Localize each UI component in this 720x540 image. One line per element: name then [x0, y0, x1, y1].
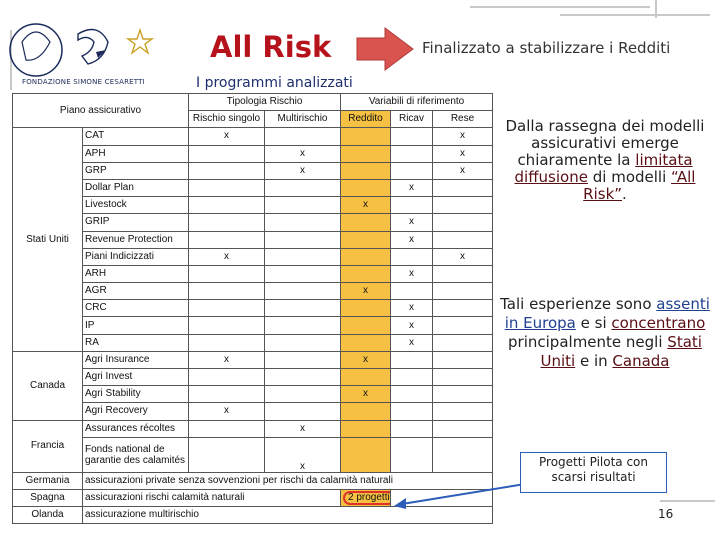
- country-cell: Olanda: [13, 507, 83, 524]
- plan-name: Agri Insurance: [83, 351, 189, 368]
- plan-name: CAT: [83, 128, 189, 145]
- plan-name: GRP: [83, 162, 189, 179]
- cell-income: x: [341, 197, 391, 214]
- cell-yield: [433, 179, 493, 196]
- cell-yield: [433, 334, 493, 351]
- page-subtitle: Finalizzato a stabilizzare i Redditi: [422, 39, 671, 57]
- table-row: [13, 265, 493, 282]
- cell-revenue: x: [391, 317, 433, 334]
- cell-single-risk: [189, 231, 265, 248]
- cell-income: [341, 437, 391, 472]
- cell-revenue: [391, 162, 433, 179]
- cell-yield: x: [433, 162, 493, 179]
- cell-income: [341, 179, 391, 196]
- cell-single-risk: [189, 179, 265, 196]
- plan-name: Piani Indicizzati: [83, 248, 189, 265]
- note-highlight: Stati Uniti: [540, 333, 702, 370]
- cell-single-risk: x: [189, 351, 265, 368]
- page-title: All Risk: [210, 30, 332, 64]
- cell-yield: [433, 283, 493, 300]
- cell-revenue: x: [391, 334, 433, 351]
- note-text: Dalla rassegna dei modelli assicurativi emerge chiaramente la: [505, 117, 705, 169]
- cell-revenue: x: [391, 179, 433, 196]
- plan-name: Agri Invest: [83, 369, 189, 386]
- cell-yield: [433, 214, 493, 231]
- cell-single-risk: [189, 420, 265, 437]
- cell-income: [341, 420, 391, 437]
- table-row: [13, 248, 493, 265]
- cell-multi-risk: [265, 128, 341, 145]
- note-text: e in: [579, 352, 608, 370]
- pilot-projects-cell: [341, 489, 391, 506]
- decor-line: [560, 14, 710, 16]
- cell-multi-risk: [265, 197, 341, 214]
- cell-yield: x: [433, 248, 493, 265]
- cell-income: [341, 248, 391, 265]
- cell-yield: [433, 403, 493, 420]
- note-text: principalmente negli: [508, 333, 663, 351]
- plan-name: ARH: [83, 265, 189, 282]
- page-number: 16: [658, 507, 674, 521]
- header-multi-risk: Multirischio: [265, 111, 341, 128]
- cell-revenue: [391, 197, 433, 214]
- note-highlight: Canada: [612, 352, 670, 370]
- cell-income: [341, 145, 391, 162]
- cell-revenue: [391, 351, 433, 368]
- country-france: Francia: [13, 420, 83, 472]
- wide-row-text: assicurazioni rischi calamità naturali: [83, 489, 341, 506]
- cell-multi-risk: [265, 283, 341, 300]
- table-row: [13, 317, 493, 334]
- cell-multi-risk: [265, 179, 341, 196]
- cell-multi-risk: [265, 214, 341, 231]
- table-row: [13, 145, 493, 162]
- plan-name: CRC: [83, 300, 189, 317]
- cell-single-risk: [189, 162, 265, 179]
- cell-yield: [433, 317, 493, 334]
- cell-revenue: [391, 386, 433, 403]
- cell-multi-risk: [265, 334, 341, 351]
- logo-caption: FONDAZIONE SIMONE CESARETTI: [22, 78, 145, 86]
- cell-single-risk: [189, 334, 265, 351]
- table-row: [13, 214, 493, 231]
- header-risk-type: Tipologia Rischio: [189, 94, 341, 111]
- wide-row-text: assicurazione multirischio: [83, 507, 493, 524]
- cell-multi-risk: x: [265, 162, 341, 179]
- table-row: [13, 420, 493, 437]
- cell-income: x: [341, 283, 391, 300]
- cell-yield: [433, 420, 493, 437]
- decor-line: [470, 6, 650, 8]
- header-revenue: Ricav: [391, 111, 433, 128]
- cell-yield: [433, 231, 493, 248]
- header-plan: Piano assicurativo: [13, 94, 189, 128]
- country-cell: Germania: [13, 472, 83, 489]
- cell-multi-risk: [265, 317, 341, 334]
- table-row: [13, 128, 493, 145]
- cell-revenue: [391, 128, 433, 145]
- cell-multi-risk: [265, 231, 341, 248]
- cell-revenue: [391, 403, 433, 420]
- table-row: [13, 351, 493, 368]
- cell-multi-risk: [265, 248, 341, 265]
- wide-row-text: assicurazioni private senza sovvenzioni per rischi da calamità naturali: [83, 472, 493, 489]
- table-row: [13, 283, 493, 300]
- cell-income: [341, 369, 391, 386]
- cell-yield: [433, 369, 493, 386]
- cell-revenue: x: [391, 231, 433, 248]
- cell-multi-risk: [265, 300, 341, 317]
- cell-multi-risk: [265, 386, 341, 403]
- table-row: [13, 386, 493, 403]
- cell-revenue: [391, 283, 433, 300]
- cell-income: [341, 334, 391, 351]
- country-cell: Spagna: [13, 489, 83, 506]
- cell-revenue: [391, 437, 433, 472]
- cell-single-risk: [189, 437, 265, 472]
- cell-single-risk: [189, 369, 265, 386]
- cell-yield: [433, 197, 493, 214]
- cell-revenue: [391, 145, 433, 162]
- cell-revenue: [391, 248, 433, 265]
- cell-income: [341, 162, 391, 179]
- table-row: [13, 162, 493, 179]
- pilot-projects-callout: Progetti Pilota con scarsi risultati: [520, 452, 667, 493]
- cell-single-risk: [189, 214, 265, 231]
- plan-name: Livestock: [83, 197, 189, 214]
- cell-single-risk: [189, 197, 265, 214]
- cell-single-risk: [189, 145, 265, 162]
- note-highlight: assenti in Europa: [504, 295, 710, 332]
- plan-name: Dollar Plan: [83, 179, 189, 196]
- arrow-right-icon: [355, 26, 415, 72]
- cell-revenue: x: [391, 214, 433, 231]
- cell-multi-risk: [265, 265, 341, 282]
- cell-revenue: [391, 369, 433, 386]
- note-text: .: [622, 185, 627, 203]
- plan-name: Assurances récoltes: [83, 420, 189, 437]
- country-us: Stati Uniti: [13, 128, 83, 351]
- plan-name: Fonds national de garantie des calamités: [83, 437, 189, 472]
- note-text: e si: [580, 314, 607, 332]
- note-highlight: limitata diffusione: [514, 151, 693, 186]
- table-row: [13, 197, 493, 214]
- cell-single-risk: x: [189, 128, 265, 145]
- cell-income: [341, 403, 391, 420]
- plan-name: Revenue Protection: [83, 231, 189, 248]
- note-limited-diffusion: [500, 118, 710, 203]
- table-row: [13, 437, 493, 472]
- cell-yield: [433, 351, 493, 368]
- cell-yield: x: [433, 128, 493, 145]
- cell-revenue: x: [391, 265, 433, 282]
- cell-multi-risk: x: [265, 437, 341, 472]
- plan-name: IP: [83, 317, 189, 334]
- cell-multi-risk: [265, 351, 341, 368]
- cell-single-risk: [189, 386, 265, 403]
- cell-multi-risk: [265, 369, 341, 386]
- note-text: di modelli: [592, 168, 667, 186]
- note-experiences: [500, 295, 710, 371]
- plan-name: APH: [83, 145, 189, 162]
- plan-name: AGR: [83, 283, 189, 300]
- note-highlight: concentrano: [611, 314, 706, 332]
- section-heading: I programmi analizzati: [196, 75, 353, 91]
- table-row: [13, 94, 493, 111]
- cell-yield: [433, 265, 493, 282]
- plan-name: Agri Recovery: [83, 403, 189, 420]
- header-income: Reddito: [341, 111, 391, 128]
- cell-income: [341, 300, 391, 317]
- plan-name: Agri Stability: [83, 386, 189, 403]
- cell-yield: [433, 386, 493, 403]
- cell-yield: [433, 300, 493, 317]
- header-yield: Rese: [433, 111, 493, 128]
- table-row: [13, 231, 493, 248]
- country-canada: Canada: [13, 351, 83, 420]
- table-row: [13, 334, 493, 351]
- header-variables: Variabili di riferimento: [341, 94, 493, 111]
- table-row: [13, 403, 493, 420]
- cell-income: [341, 231, 391, 248]
- cell-income: x: [341, 386, 391, 403]
- cell-multi-risk: [265, 403, 341, 420]
- table-row: [13, 300, 493, 317]
- cell-revenue: x: [391, 300, 433, 317]
- cell-single-risk: x: [189, 403, 265, 420]
- cell-income: [341, 214, 391, 231]
- cell-multi-risk: x: [265, 420, 341, 437]
- cell-single-risk: [189, 317, 265, 334]
- cell-multi-risk: x: [265, 145, 341, 162]
- insurance-programs-table: [12, 93, 492, 528]
- note-text: Tali esperienze sono: [500, 295, 652, 313]
- cell-income: [341, 265, 391, 282]
- cell-income: x: [341, 351, 391, 368]
- cell-revenue: [391, 420, 433, 437]
- decor-line: [660, 500, 715, 502]
- pilot-projects-label: 2 progetti: [343, 491, 391, 505]
- cell-income: [341, 317, 391, 334]
- cell-income: [341, 128, 391, 145]
- table-row: [13, 369, 493, 386]
- cell-single-risk: [189, 265, 265, 282]
- cell-single-risk: [189, 283, 265, 300]
- cell-single-risk: [189, 300, 265, 317]
- callout-arrow-icon: [390, 480, 530, 510]
- note-highlight: “All Risk”: [583, 168, 696, 203]
- plan-name: RA: [83, 334, 189, 351]
- decor-line: [655, 0, 657, 18]
- header-single-risk: Rischio singolo: [189, 111, 265, 128]
- cell-yield: [433, 437, 493, 472]
- cell-single-risk: x: [189, 248, 265, 265]
- cell-yield: x: [433, 145, 493, 162]
- plan-name: GRIP: [83, 214, 189, 231]
- table-row: [13, 179, 493, 196]
